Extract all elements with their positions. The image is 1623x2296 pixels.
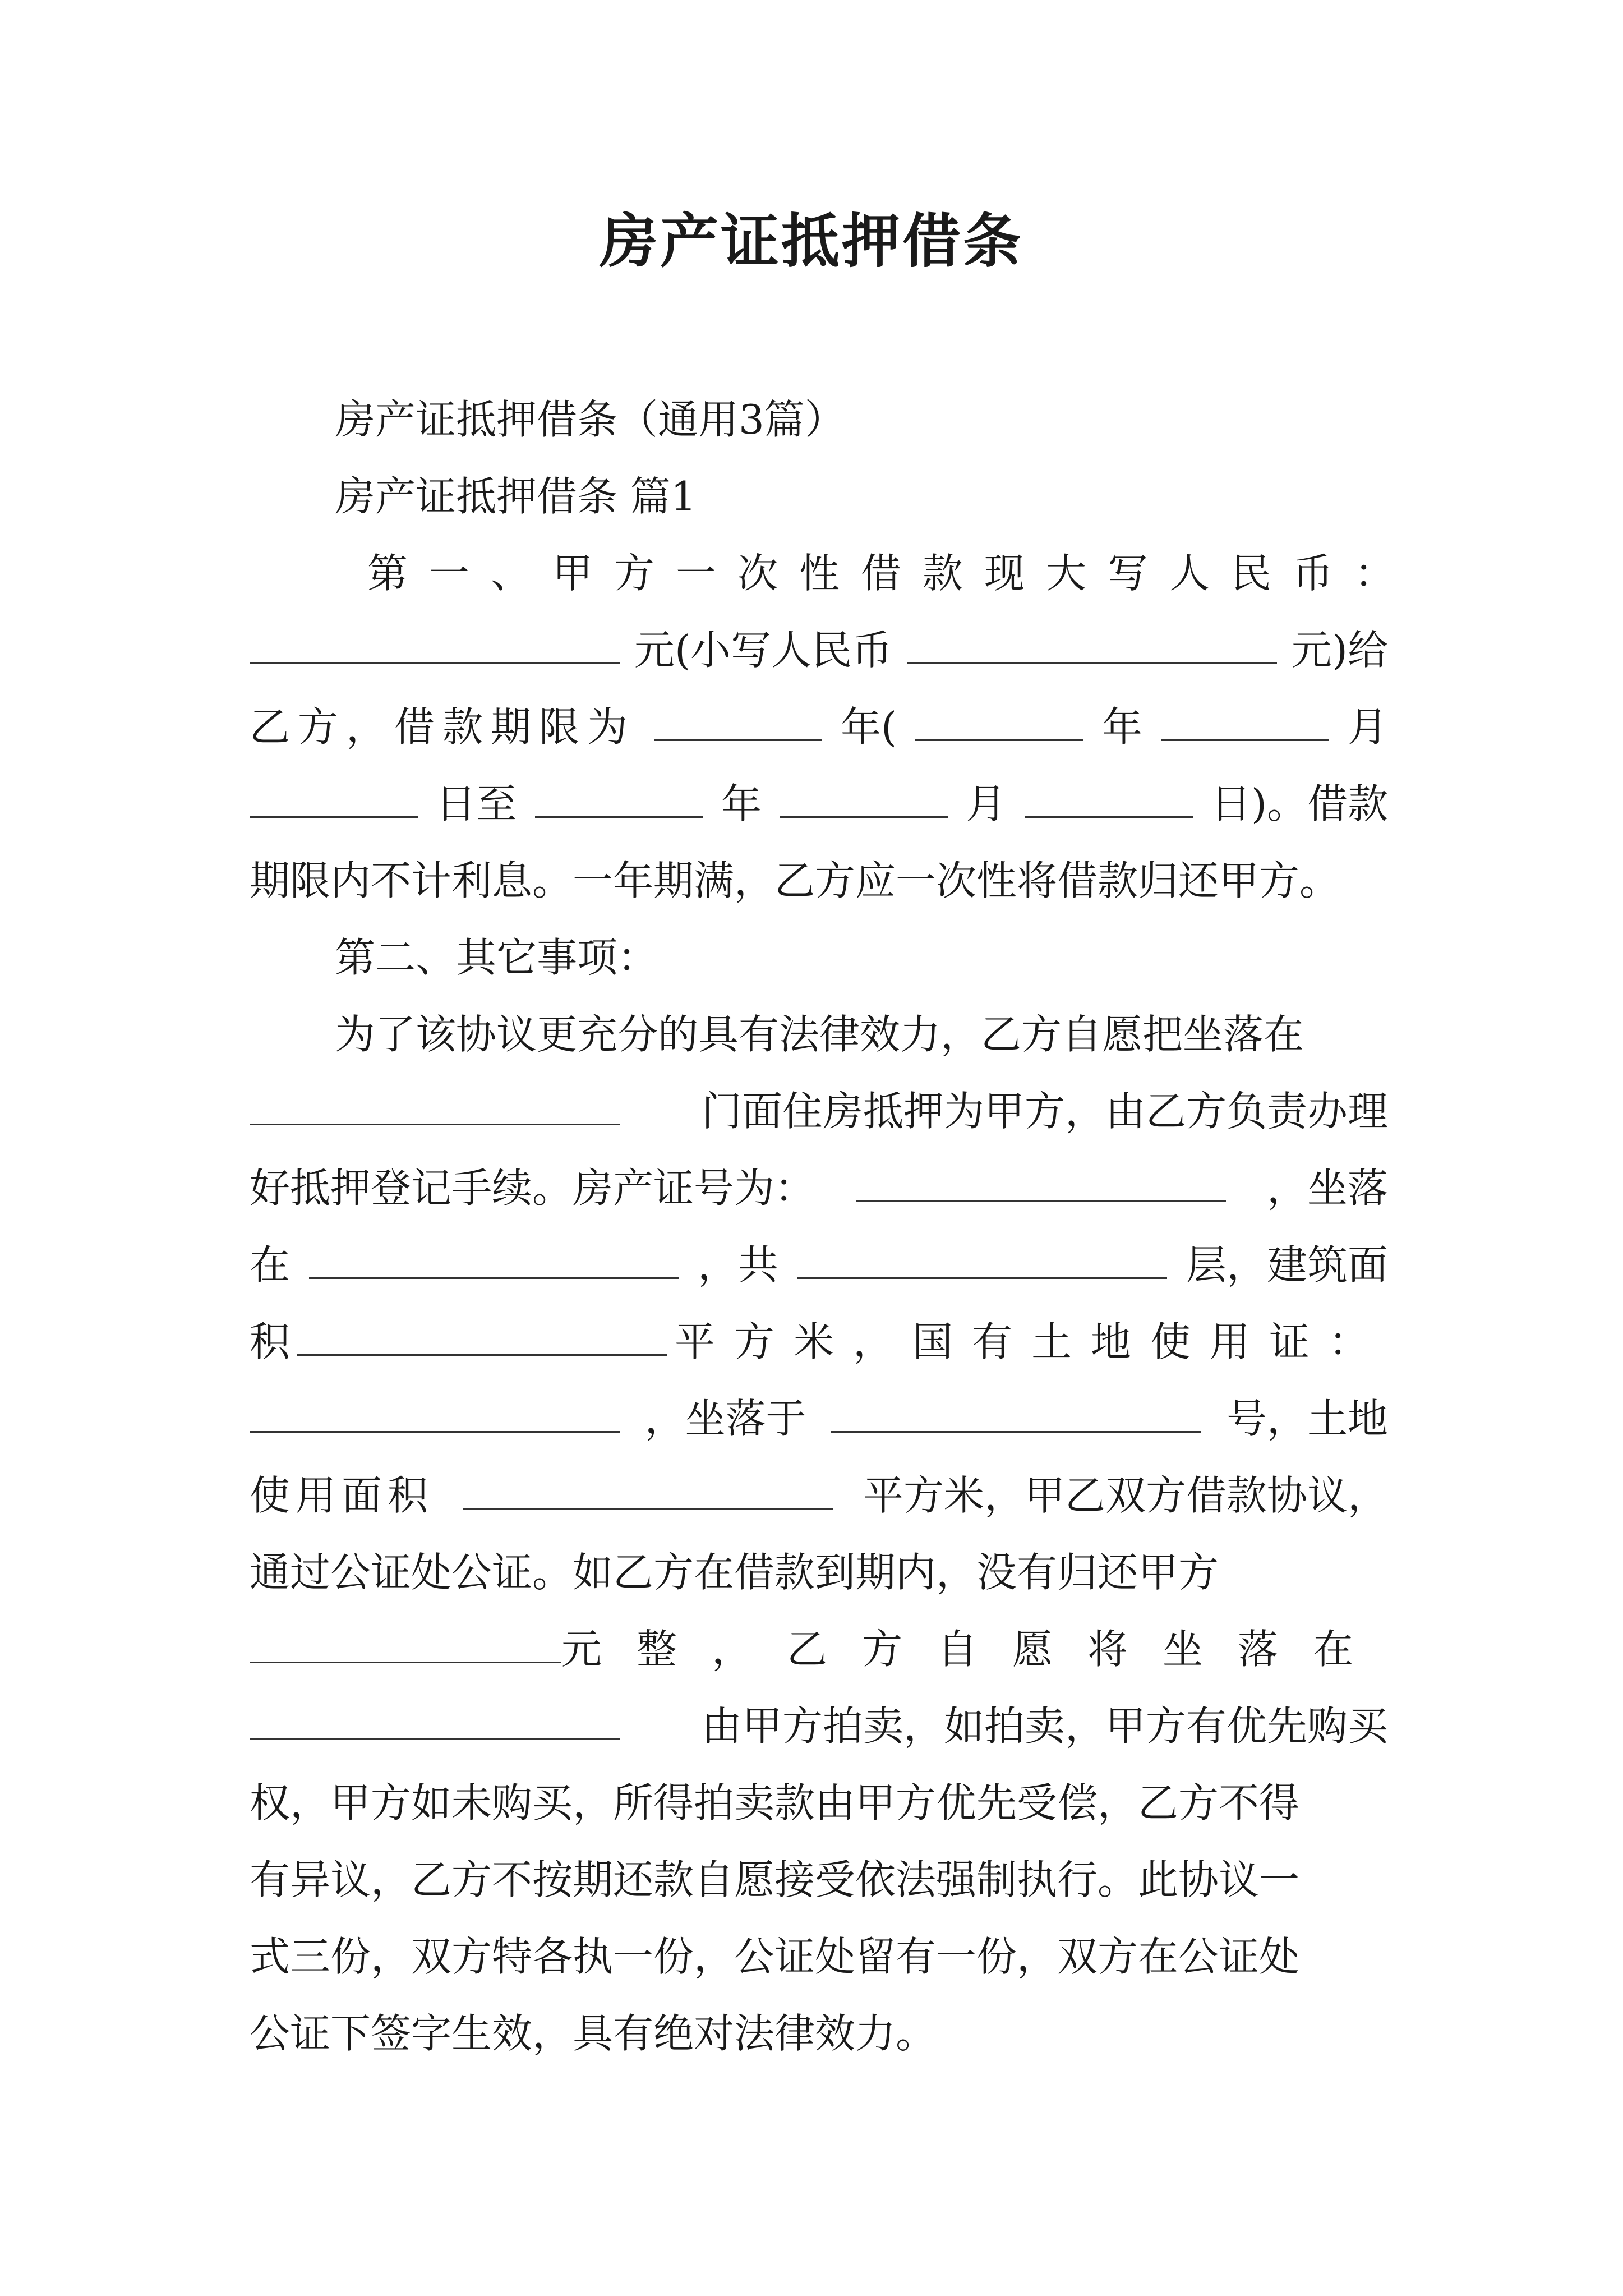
clause2-line12 [250,1842,1388,1918]
clause1-line5 [250,843,1388,919]
blank-field [297,1320,667,1356]
clause2-line7 [250,1457,1388,1534]
clause1-line1 [250,535,1417,612]
blank-field [250,1705,620,1740]
subtitle-line [250,381,1388,458]
clause2-line4 [250,1227,1388,1304]
blank-field [250,1628,561,1663]
clause1-text: 元)给 [1291,627,1388,674]
blank-field [1025,783,1193,818]
blank-field [250,783,418,818]
document-body [250,381,1417,2072]
clause1-text: 年 [1101,703,1142,751]
clause2-text: 使用面积 [250,1472,434,1519]
clause1-line3 [250,689,1388,766]
clause2-line8 [250,1534,1388,1611]
blank-field [831,1397,1201,1433]
clause2-text: ，共 [697,1241,778,1289]
clause2-text: 门面住房抵押为甲方，由乙方负责办理 [701,1088,1388,1135]
blank-field [250,1397,620,1433]
clause2-line1 [250,996,1388,1073]
clause2-line3 [250,1150,1388,1227]
blank-field [797,1244,1167,1279]
clause2-line10 [250,1688,1388,1765]
clause2-text: 在 [250,1241,291,1289]
blank-field [535,783,703,818]
blank-field [915,706,1083,741]
clause2-text: ，坐落 [1266,1165,1388,1212]
clause1-text: 月 [1347,703,1388,751]
clause1-text: 乙方，借款期限为 [250,703,636,751]
clause2-line9 [250,1611,1388,1688]
clause2-text: 权，甲方如未购买，所得拍卖款由甲方优先受偿，乙方不得 [250,1779,1300,1826]
clause1-text: 元(小写人民币 [634,627,893,674]
document-title: 房产证抵押借条 [599,206,1023,275]
clause2-text: 层，建筑面 [1186,1241,1388,1289]
clause2-heading: 第二、其它事项： [335,934,658,981]
clause2-line6 [250,1381,1388,1457]
blank-field [250,629,620,664]
clause1-line4 [250,766,1388,843]
clause2-text: 平方米，甲乙双方借款协议， [863,1472,1388,1519]
clause2-text: 由甲方拍卖，如拍卖，甲方有优先购买 [701,1703,1388,1750]
clause1-text: 日)。借款 [1210,780,1388,827]
clause1-text: 第一、甲方一次性借款现大写人民币： [367,550,1417,597]
clause2-line14 [250,1995,1388,2072]
blank-field [463,1474,833,1510]
clause1-text: 日至 [436,780,517,827]
clause2-heading-line [250,919,1388,996]
clause2-text: 为了该协议更充分的具有法律效力，乙方自愿把坐落在 [335,1011,1304,1058]
clause1-text: 年 [721,780,762,827]
clause2-text: 公证下签字生效，具有绝对法律效力。 [250,2010,937,2057]
clause2-text: 号，土地 [1226,1395,1388,1442]
clause2-text: 平方米，国有土地使用证： [674,1318,1388,1365]
subtitle: 房产证抵押借条（通用3篇） [335,396,845,443]
clause2-text: 通过公证处公证。如乙方在借款到期内，没有归还甲方 [250,1549,1219,1596]
blank-field [654,706,822,741]
clause2-text: 元整，乙方自愿将坐落在 [561,1626,1388,1673]
blank-field [250,1090,620,1125]
clause1-text: 年( [840,703,897,751]
blank-field [309,1244,679,1279]
clause1-line2 [250,612,1388,689]
clause1-text: 月 [966,780,1007,827]
clause2-line13 [250,1918,1388,1995]
clause2-line5 [250,1304,1388,1381]
clause2-text: 好抵押登记手续。房产证号为： [250,1165,815,1212]
section-heading: 房产证抵押借条 篇1 [335,473,697,520]
clause2-text: 积 [250,1318,291,1365]
clause2-text: ，坐落于 [644,1395,806,1442]
blank-field [856,1167,1226,1202]
blank-field [780,783,948,818]
clause1-text: 期限内不计利息。一年期满，乙方应一次性将借款归还甲方。 [250,857,1340,904]
clause2-text: 式三份，双方特各执一份，公证处留有一份，双方在公证处 [250,1933,1300,1980]
blank-field [907,629,1277,664]
blank-field [1161,706,1329,741]
clause2-line11 [250,1765,1388,1842]
clause2-line2 [250,1073,1388,1150]
section-heading-line [250,458,1388,535]
clause2-text: 有异议，乙方不按期还款自愿接受依法强制执行。此协议一 [250,1856,1300,1903]
